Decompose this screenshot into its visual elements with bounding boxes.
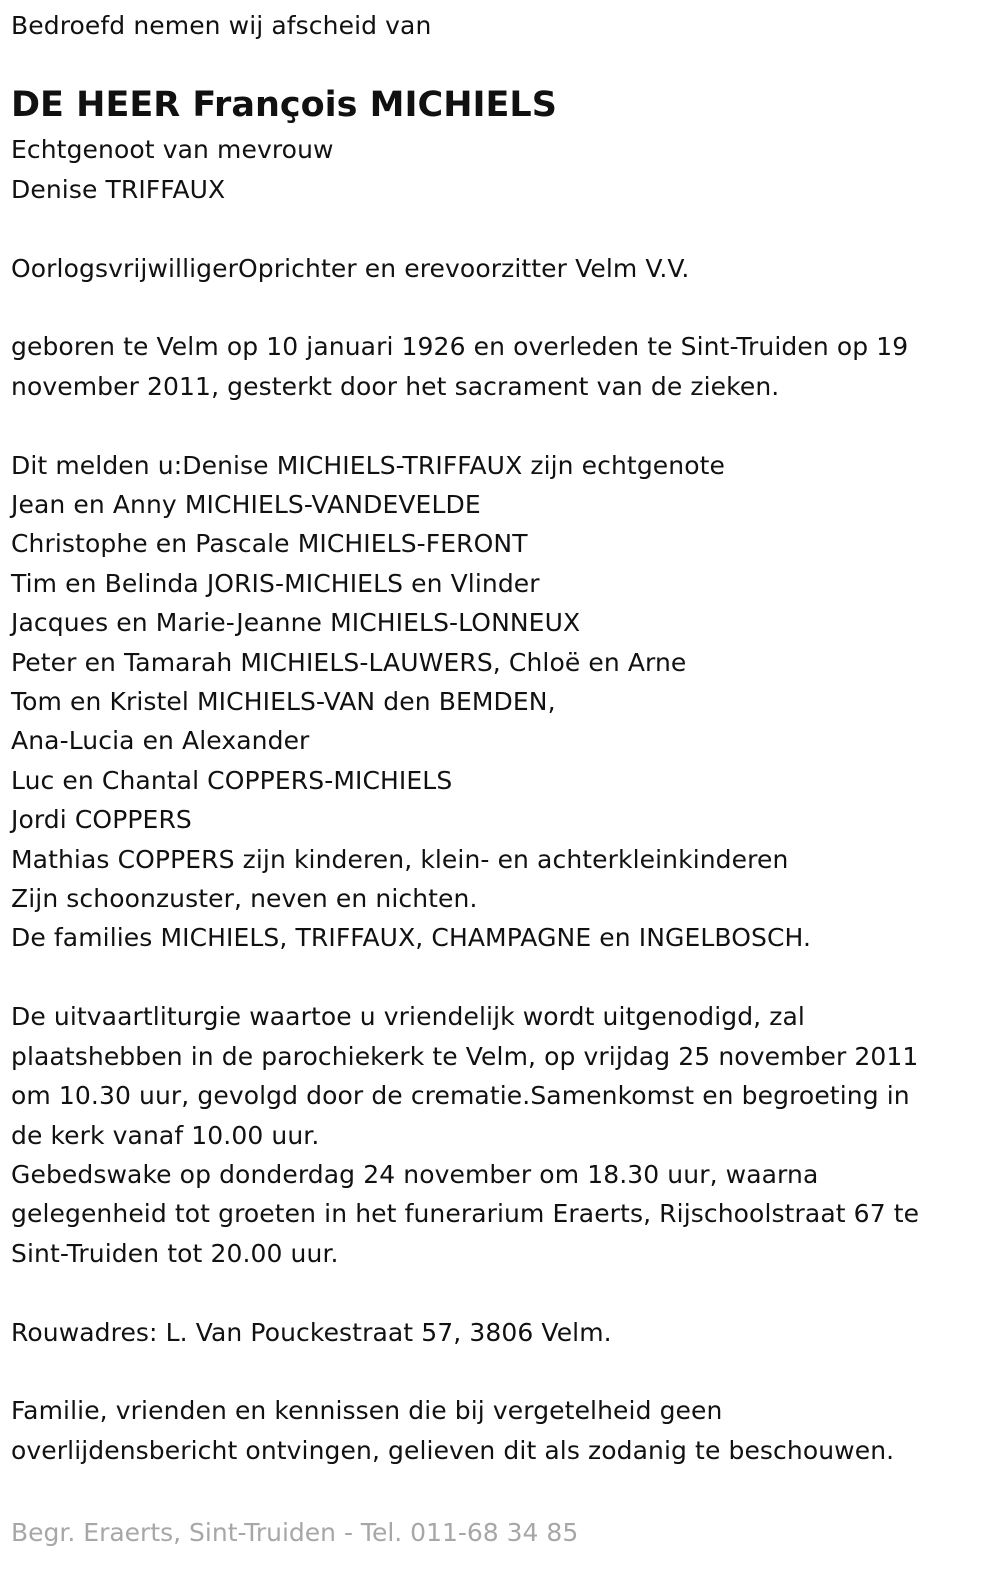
spouse-name: Denise TRIFFAUX: [11, 174, 226, 204]
family-line: Jacques en Marie-Jeanne MICHIELS-LONNEUX: [11, 608, 581, 638]
funeral-line: Sint-Truiden tot 20.00 uur.: [11, 1238, 339, 1268]
spacer: [11, 209, 986, 248]
spacer: [11, 1352, 986, 1391]
spacer: [11, 406, 986, 445]
family-line: Christophe en Pascale MICHIELS-FERONT: [11, 529, 528, 559]
family-line: Jordi COPPERS: [11, 805, 192, 835]
family-line: Tom en Kristel MICHIELS-VAN den BEMDEN,: [11, 687, 556, 717]
birth-death-line: november 2011, gesterkt door het sacrament van de zieken.: [11, 371, 780, 401]
birth-death-block: [11, 327, 986, 406]
titles-line: OorlogsvrijwilligerOprichter en erevoorzitter Velm V.V.: [11, 253, 690, 283]
spacer: [11, 288, 986, 327]
spouse-block: [11, 130, 986, 209]
funeral-details: [11, 997, 986, 1273]
notice-line: Familie, vrienden en kennissen die bij vergetelheid geen: [11, 1396, 723, 1426]
family-line: Tim en Belinda JORIS-MICHIELS en Vlinder: [11, 568, 540, 598]
deceased-name: DE HEER François MICHIELS: [11, 85, 557, 126]
family-line: Luc en Chantal COPPERS-MICHIELS: [11, 765, 453, 795]
family-line: Zijn schoonzuster, neven en nichten.: [11, 884, 478, 914]
funeral-line: om 10.30 uur, gevolgd door de crematie.Samenkomst en begroeting in: [11, 1081, 910, 1111]
birth-death-line: geboren te Velm op 10 januari 1926 en overleden te Sint-Truiden op 19: [11, 332, 909, 362]
spouse-line: Echtgenoot van mevrouw: [11, 135, 334, 165]
mourning-address: Rouwadres: L. Van Pouckestraat 57, 3806 Velm.: [11, 1317, 612, 1347]
family-line: Jean en Anny MICHIELS-VANDEVELDE: [11, 490, 481, 520]
family-line: Dit melden u:Denise MICHIELS-TRIFFAUX zijn echtgenote: [11, 450, 726, 480]
notice-line: overlijdensbericht ontvingen, gelieven dit als zodanig te beschouwen.: [11, 1435, 895, 1465]
family-list: [11, 446, 986, 958]
funeral-line: Gebedswake op donderdag 24 november om 18.30 uur, waarna: [11, 1159, 819, 1189]
funeral-line: plaatshebben in de parochiekerk te Velm, op vrijdag 25 november 2011: [11, 1041, 919, 1071]
obituary-notice: [11, 0, 986, 1470]
funeral-line: de kerk vanaf 10.00 uur.: [11, 1120, 320, 1150]
intro-text: Bedroefd nemen wij afscheid van: [11, 11, 432, 40]
family-line: Peter en Tamarah MICHIELS-LAUWERS, Chloë en Arne: [11, 647, 687, 677]
spacer: [11, 1273, 986, 1312]
family-line: Ana-Lucia en Alexander: [11, 726, 310, 756]
funeral-line: gelegenheid tot groeten in het funerarium Eraerts, Rijschoolstraat 67 te: [11, 1199, 920, 1229]
family-line: Mathias COPPERS zijn kinderen, klein- en achterkleinkinderen: [11, 844, 789, 874]
family-line: De families MICHIELS, TRIFFAUX, CHAMPAGNE en INGELBOSCH.: [11, 923, 812, 953]
funeral-line: De uitvaartliturgie waartoe u vriendelijk wordt uitgenodigd, zal: [11, 1002, 805, 1032]
spacer: [11, 958, 986, 997]
funeral-home-footer: Begr. Eraerts, Sint-Truiden - Tel. 011-68 34 85: [11, 1518, 579, 1547]
notice-block: [11, 1391, 986, 1470]
